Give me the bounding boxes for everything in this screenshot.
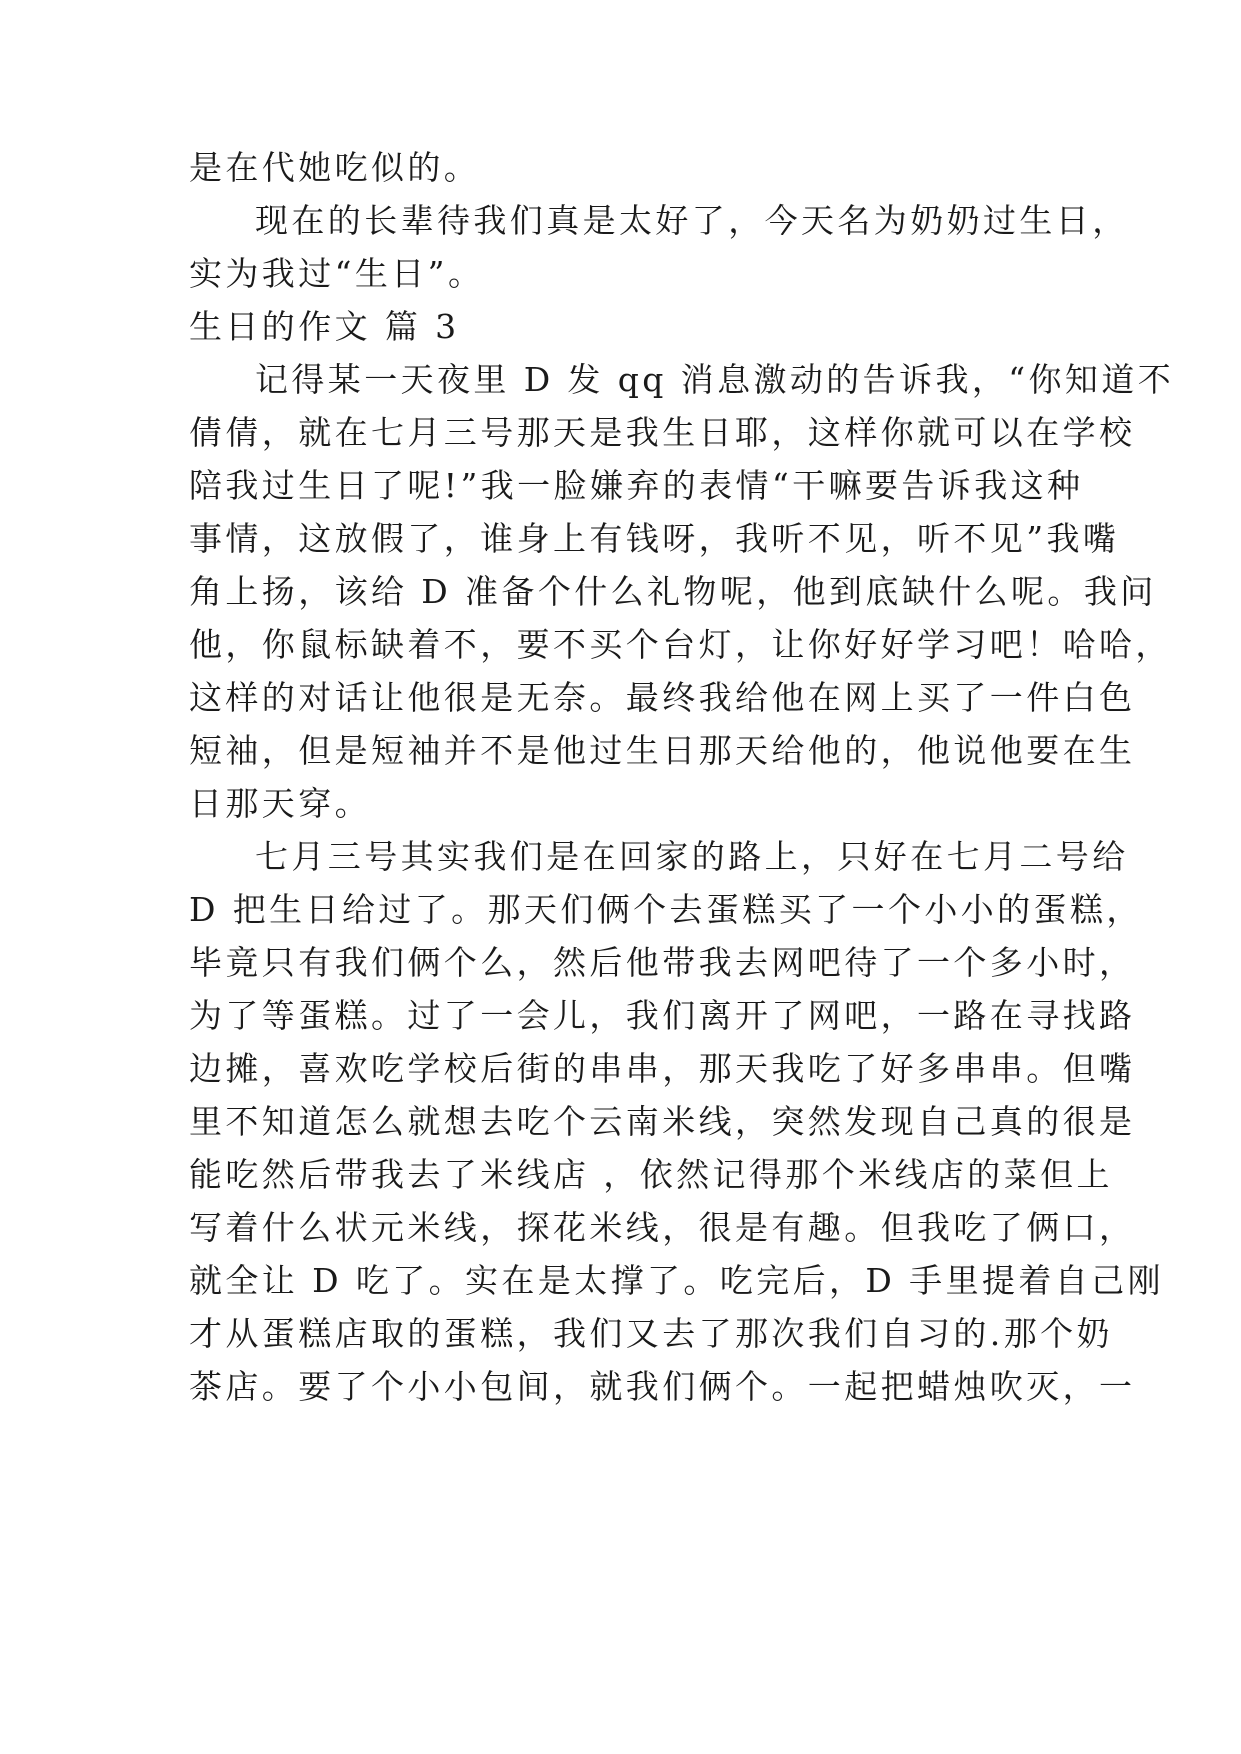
text-line: 日那天穿。 xyxy=(189,784,371,823)
section-heading: 生日的作文 篇 3 xyxy=(189,307,460,346)
text-line: 就全让 D 吃了。实在是太撑了。吃完后，D 手里提着自己刚 xyxy=(189,1261,1164,1300)
text-line: 是在代她吃似的。 xyxy=(189,148,481,187)
text-line: 实为我过“生日”。 xyxy=(189,254,485,293)
text-line: 写着什么状元米线，探花米线，很是有趣。但我吃了俩口， xyxy=(189,1208,1136,1247)
paragraph-first-line: 记得某一天夜里 D 发 qq 消息激动的告诉我，“你知道不 xyxy=(255,360,1175,399)
text-line: 才从蛋糕店取的蛋糕，我们又去了那次我们自习的.那个奶 xyxy=(189,1314,1113,1353)
text-line: D 把生日给过了。那天们俩个去蛋糕买了一个小小的蛋糕， xyxy=(189,890,1143,929)
text-line: 里不知道怎么就想去吃个云南米线，突然发现自己真的很是 xyxy=(189,1102,1136,1141)
text-line: 事情，这放假了，谁身上有钱呀，我听不见，听不见”我嘴 xyxy=(189,519,1120,558)
text-line: 陪我过生日了呢!”我一脸嫌弃的表情“干嘛要告诉我这种 xyxy=(189,466,1084,505)
text-line: 角上扬，该给 D 准备个什么礼物呢，他到底缺什么呢。我问 xyxy=(189,572,1157,611)
text-line: 为了等蛋糕。过了一会儿，我们离开了网吧，一路在寻找路 xyxy=(189,996,1136,1035)
text-line: 毕竟只有我们俩个么，然后他带我去网吧待了一个多小时， xyxy=(189,943,1136,982)
text-line: 他，你鼠标缺着不，要不买个台灯，让你好好学习吧！哈哈， xyxy=(189,625,1172,664)
text-line: 这样的对话让他很是无奈。最终我给他在网上买了一件白色 xyxy=(189,678,1136,717)
text-line: 短袖，但是短袖并不是他过生日那天给他的，他说他要在生 xyxy=(189,731,1136,770)
paragraph-first-line: 现在的长辈待我们真是太好了，今天名为奶奶过生日， xyxy=(255,201,1129,240)
text-line: 倩倩，就在七月三号那天是我生日耶，这样你就可以在学校 xyxy=(189,413,1136,452)
text-line: 茶店。要了个小小包间，就我们俩个。一起把蜡烛吹灭，一 xyxy=(189,1367,1136,1406)
paragraph-first-line: 七月三号其实我们是在回家的路上，只好在七月二号给 xyxy=(255,837,1129,876)
text-line: 边摊，喜欢吃学校后街的串串，那天我吃了好多串串。但嘴 xyxy=(189,1049,1136,1088)
text-line: 能吃然后带我去了米线店 ，依然记得那个米线店的菜但上 xyxy=(189,1155,1113,1194)
